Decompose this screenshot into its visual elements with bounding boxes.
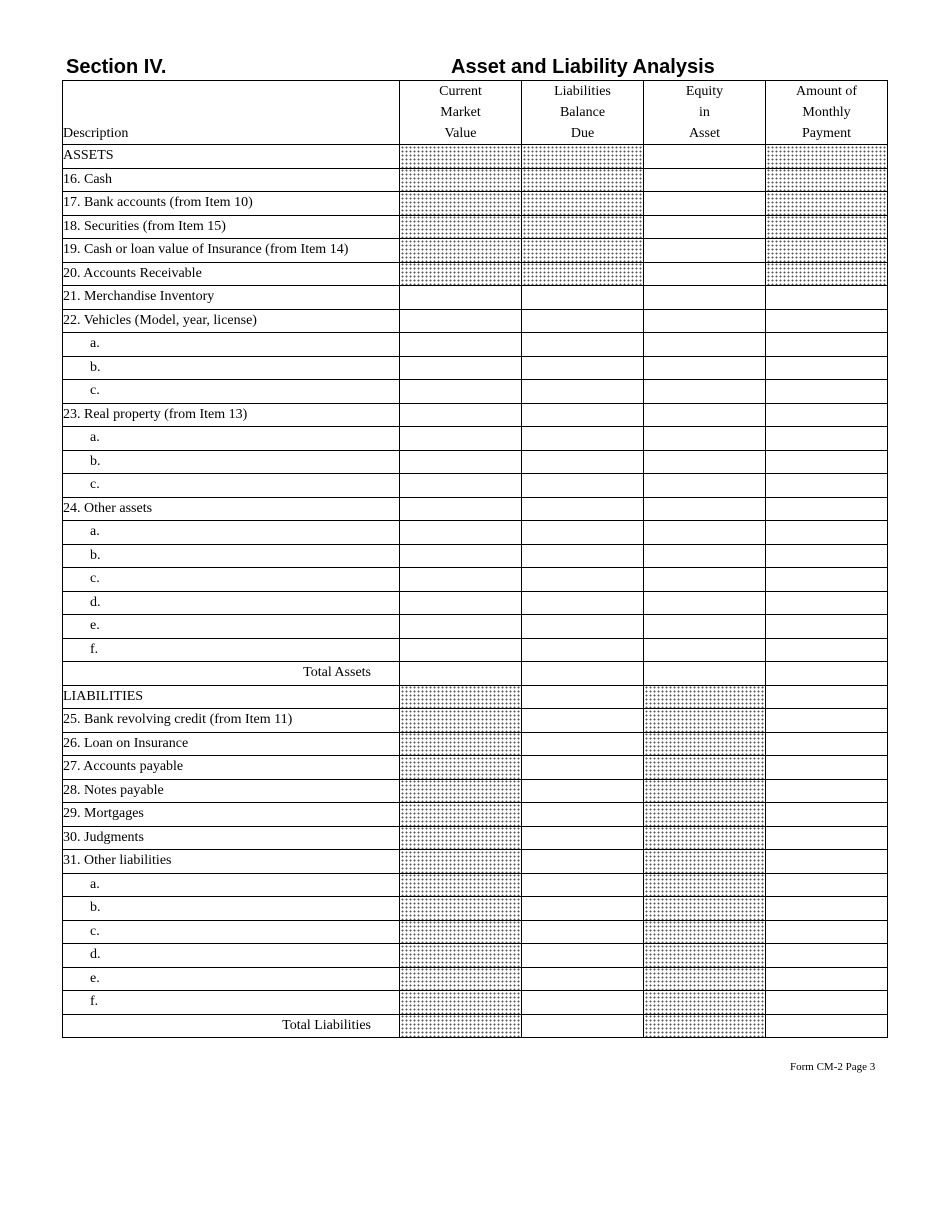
shaded-cell <box>400 779 522 803</box>
liabilities-balance-field[interactable] <box>522 826 644 850</box>
liabilities-balance-field[interactable] <box>522 568 644 592</box>
market-value-field[interactable] <box>400 356 522 380</box>
liabilities-balance-field[interactable] <box>522 709 644 733</box>
shaded-cell <box>400 944 522 968</box>
monthly-payment-field[interactable] <box>766 286 888 310</box>
liabilities-balance-field[interactable] <box>522 967 644 991</box>
shaded-cell <box>522 239 644 263</box>
shaded-cell <box>400 920 522 944</box>
monthly-payment-field[interactable] <box>766 967 888 991</box>
table-row <box>63 309 888 333</box>
row-label: 21. Merchandise Inventory <box>63 286 400 310</box>
table-row <box>63 615 888 639</box>
row-label: 25. Bank revolving credit (from Item 11) <box>63 709 400 733</box>
equity-field[interactable] <box>644 145 766 169</box>
equity-field[interactable] <box>644 215 766 239</box>
equity-field[interactable] <box>644 262 766 286</box>
equity-field[interactable] <box>644 380 766 404</box>
shaded-cell <box>400 991 522 1015</box>
table-row <box>63 380 888 404</box>
market-value-field[interactable] <box>400 568 522 592</box>
shaded-cell <box>400 192 522 216</box>
liabilities-balance-field[interactable] <box>522 333 644 357</box>
shaded-cell <box>644 991 766 1015</box>
row-label: b. <box>63 544 400 568</box>
monthly-payment-field[interactable] <box>766 803 888 827</box>
monthly-payment-field[interactable] <box>766 474 888 498</box>
shaded-cell <box>644 850 766 874</box>
shaded-cell <box>400 967 522 991</box>
shaded-cell <box>400 826 522 850</box>
row-label: ASSETS <box>63 145 400 169</box>
row-label: e. <box>63 615 400 639</box>
liabilities-balance-field[interactable] <box>522 591 644 615</box>
table-row <box>63 544 888 568</box>
row-label: c. <box>63 474 400 498</box>
shaded-cell <box>766 145 888 169</box>
equity-field[interactable] <box>644 192 766 216</box>
row-label: c. <box>63 920 400 944</box>
row-label: 22. Vehicles (Model, year, license) <box>63 309 400 333</box>
table-row <box>63 897 888 921</box>
equity-field[interactable] <box>644 239 766 263</box>
table-row <box>63 944 888 968</box>
shaded-cell <box>644 944 766 968</box>
monthly-payment-field[interactable] <box>766 380 888 404</box>
table-row <box>63 356 888 380</box>
monthly-payment-field[interactable] <box>766 544 888 568</box>
liabilities-balance-field[interactable] <box>522 615 644 639</box>
market-value-field[interactable] <box>400 615 522 639</box>
table-row <box>63 474 888 498</box>
row-label: f. <box>63 991 400 1015</box>
row-label: b. <box>63 356 400 380</box>
equity-field[interactable] <box>644 662 766 686</box>
shaded-cell <box>400 1014 522 1038</box>
row-label: 17. Bank accounts (from Item 10) <box>63 192 400 216</box>
equity-field[interactable] <box>644 615 766 639</box>
total-label: Total Assets <box>63 662 400 686</box>
liabilities-balance-field[interactable] <box>522 1014 644 1038</box>
shaded-cell <box>522 145 644 169</box>
liabilities-balance-field[interactable] <box>522 944 644 968</box>
column-header-liabilities-balance: Liabilities Balance Due <box>522 81 644 145</box>
table-row <box>63 732 888 756</box>
row-label: 18. Securities (from Item 15) <box>63 215 400 239</box>
shaded-cell <box>644 873 766 897</box>
shaded-cell <box>400 803 522 827</box>
table-row <box>63 920 888 944</box>
table-row <box>63 239 888 263</box>
equity-field[interactable] <box>644 450 766 474</box>
monthly-payment-field[interactable] <box>766 450 888 474</box>
table-row <box>63 403 888 427</box>
shaded-cell <box>644 756 766 780</box>
row-label: b. <box>63 897 400 921</box>
monthly-payment-field[interactable] <box>766 662 888 686</box>
shaded-cell <box>644 803 766 827</box>
table-row <box>63 662 888 686</box>
shaded-cell <box>400 239 522 263</box>
market-value-field[interactable] <box>400 474 522 498</box>
shaded-cell <box>644 826 766 850</box>
row-label: 31. Other liabilities <box>63 850 400 874</box>
shaded-cell <box>400 850 522 874</box>
row-label: a. <box>63 521 400 545</box>
table-row <box>63 450 888 474</box>
row-label: c. <box>63 380 400 404</box>
row-label: b. <box>63 450 400 474</box>
table-row <box>63 967 888 991</box>
row-label: d. <box>63 591 400 615</box>
monthly-payment-field[interactable] <box>766 521 888 545</box>
total-label: Total Liabilities <box>63 1014 400 1038</box>
shaded-cell <box>644 920 766 944</box>
equity-field[interactable] <box>644 168 766 192</box>
row-label: a. <box>63 333 400 357</box>
column-header-monthly-payment: Amount of Monthly Payment <box>766 81 888 145</box>
row-label: f. <box>63 638 400 662</box>
liabilities-balance-field[interactable] <box>522 286 644 310</box>
shaded-cell <box>644 709 766 733</box>
market-value-field[interactable] <box>400 544 522 568</box>
market-value-field[interactable] <box>400 286 522 310</box>
row-label: 29. Mortgages <box>63 803 400 827</box>
equity-field[interactable] <box>644 286 766 310</box>
market-value-field[interactable] <box>400 403 522 427</box>
monthly-payment-field[interactable] <box>766 427 888 451</box>
liabilities-balance-field[interactable] <box>522 427 644 451</box>
liabilities-balance-field[interactable] <box>522 685 644 709</box>
row-label: d. <box>63 944 400 968</box>
market-value-field[interactable] <box>400 380 522 404</box>
table-row <box>63 779 888 803</box>
row-label: a. <box>63 427 400 451</box>
shaded-cell <box>766 192 888 216</box>
table-row <box>63 262 888 286</box>
asset-liability-table <box>62 80 888 1038</box>
equity-field[interactable] <box>644 474 766 498</box>
market-value-field[interactable] <box>400 662 522 686</box>
table-row <box>63 568 888 592</box>
monthly-payment-field[interactable] <box>766 779 888 803</box>
liabilities-balance-field[interactable] <box>522 544 644 568</box>
table-row <box>63 333 888 357</box>
monthly-payment-field[interactable] <box>766 1014 888 1038</box>
liabilities-balance-field[interactable] <box>522 662 644 686</box>
table-row <box>63 215 888 239</box>
table-row <box>63 709 888 733</box>
monthly-payment-field[interactable] <box>766 403 888 427</box>
monthly-payment-field[interactable] <box>766 991 888 1015</box>
table-row <box>63 286 888 310</box>
row-label: c. <box>63 568 400 592</box>
table-row <box>63 803 888 827</box>
column-header-equity: Equity in Asset <box>644 81 766 145</box>
market-value-field[interactable] <box>400 450 522 474</box>
row-label: LIABILITIES <box>63 685 400 709</box>
monthly-payment-field[interactable] <box>766 333 888 357</box>
liabilities-balance-field[interactable] <box>522 991 644 1015</box>
shaded-cell <box>766 239 888 263</box>
column-header-description: Description <box>63 81 400 145</box>
equity-field[interactable] <box>644 521 766 545</box>
shaded-cell <box>522 215 644 239</box>
monthly-payment-field[interactable] <box>766 897 888 921</box>
market-value-field[interactable] <box>400 591 522 615</box>
row-label: 16. Cash <box>63 168 400 192</box>
liabilities-balance-field[interactable] <box>522 920 644 944</box>
table-row <box>63 638 888 662</box>
monthly-payment-field[interactable] <box>766 920 888 944</box>
table-row <box>63 826 888 850</box>
shaded-cell <box>400 756 522 780</box>
liabilities-balance-field[interactable] <box>522 873 644 897</box>
shaded-cell <box>766 262 888 286</box>
shaded-cell <box>400 685 522 709</box>
row-label: 24. Other assets <box>63 497 400 521</box>
table-row <box>63 685 888 709</box>
shaded-cell <box>400 873 522 897</box>
row-label: e. <box>63 967 400 991</box>
monthly-payment-field[interactable] <box>766 944 888 968</box>
shaded-cell <box>522 262 644 286</box>
liabilities-balance-field[interactable] <box>522 732 644 756</box>
liabilities-balance-field[interactable] <box>522 638 644 662</box>
equity-field[interactable] <box>644 403 766 427</box>
monthly-payment-field[interactable] <box>766 591 888 615</box>
table-row <box>63 145 888 169</box>
liabilities-balance-field[interactable] <box>522 474 644 498</box>
shaded-cell <box>522 168 644 192</box>
table-row <box>63 427 888 451</box>
shaded-cell <box>400 897 522 921</box>
liabilities-balance-field[interactable] <box>522 779 644 803</box>
row-label: 28. Notes payable <box>63 779 400 803</box>
shaded-cell <box>644 732 766 756</box>
table-row <box>63 521 888 545</box>
shaded-cell <box>644 685 766 709</box>
table-row <box>63 192 888 216</box>
monthly-payment-field[interactable] <box>766 709 888 733</box>
table-row <box>63 497 888 521</box>
equity-field[interactable] <box>644 356 766 380</box>
liabilities-balance-field[interactable] <box>522 521 644 545</box>
table-row <box>63 991 888 1015</box>
column-header-market-value: Current Market Value <box>400 81 522 145</box>
liabilities-balance-field[interactable] <box>522 756 644 780</box>
shaded-cell <box>766 215 888 239</box>
market-value-field[interactable] <box>400 333 522 357</box>
table-row <box>63 756 888 780</box>
shaded-cell <box>400 262 522 286</box>
monthly-payment-field[interactable] <box>766 732 888 756</box>
monthly-payment-field[interactable] <box>766 309 888 333</box>
equity-field[interactable] <box>644 568 766 592</box>
row-label: a. <box>63 873 400 897</box>
table-body <box>63 145 888 1038</box>
shaded-cell <box>400 709 522 733</box>
liabilities-balance-field[interactable] <box>522 309 644 333</box>
row-label: 30. Judgments <box>63 826 400 850</box>
liabilities-balance-field[interactable] <box>522 356 644 380</box>
table-row <box>63 850 888 874</box>
shaded-cell <box>400 145 522 169</box>
table-row <box>63 591 888 615</box>
monthly-payment-field[interactable] <box>766 497 888 521</box>
shaded-cell <box>400 215 522 239</box>
table-row <box>63 1014 888 1038</box>
market-value-field[interactable] <box>400 638 522 662</box>
row-label: 26. Loan on Insurance <box>63 732 400 756</box>
market-value-field[interactable] <box>400 521 522 545</box>
row-label: 23. Real property (from Item 13) <box>63 403 400 427</box>
monthly-payment-field[interactable] <box>766 685 888 709</box>
shaded-cell <box>400 168 522 192</box>
shaded-cell <box>766 168 888 192</box>
equity-field[interactable] <box>644 333 766 357</box>
liabilities-balance-field[interactable] <box>522 497 644 521</box>
row-label: 19. Cash or loan value of Insurance (from Item 14) <box>63 239 400 263</box>
liabilities-balance-field[interactable] <box>522 450 644 474</box>
shaded-cell <box>644 967 766 991</box>
equity-field[interactable] <box>644 591 766 615</box>
liabilities-balance-field[interactable] <box>522 803 644 827</box>
shaded-cell <box>644 897 766 921</box>
row-label: 20. Accounts Receivable <box>63 262 400 286</box>
page-title: Asset and Liability Analysis <box>451 56 715 78</box>
monthly-payment-field[interactable] <box>766 638 888 662</box>
liabilities-balance-field[interactable] <box>522 380 644 404</box>
monthly-payment-field[interactable] <box>766 850 888 874</box>
market-value-field[interactable] <box>400 309 522 333</box>
monthly-payment-field[interactable] <box>766 873 888 897</box>
liabilities-balance-field[interactable] <box>522 403 644 427</box>
table-row <box>63 873 888 897</box>
monthly-payment-field[interactable] <box>766 356 888 380</box>
monthly-payment-field[interactable] <box>766 615 888 639</box>
market-value-field[interactable] <box>400 497 522 521</box>
equity-field[interactable] <box>644 309 766 333</box>
monthly-payment-field[interactable] <box>766 826 888 850</box>
page-header <box>0 56 950 80</box>
section-label: Section IV. <box>66 56 167 78</box>
market-value-field[interactable] <box>400 427 522 451</box>
shaded-cell <box>522 192 644 216</box>
table-row <box>63 168 888 192</box>
equity-field[interactable] <box>644 638 766 662</box>
shaded-cell <box>644 1014 766 1038</box>
equity-field[interactable] <box>644 544 766 568</box>
liabilities-balance-field[interactable] <box>522 850 644 874</box>
row-label: 27. Accounts payable <box>63 756 400 780</box>
equity-field[interactable] <box>644 497 766 521</box>
monthly-payment-field[interactable] <box>766 568 888 592</box>
shaded-cell <box>400 732 522 756</box>
equity-field[interactable] <box>644 427 766 451</box>
form-footer: Form CM-2 Page 3 <box>790 1061 876 1073</box>
shaded-cell <box>644 779 766 803</box>
monthly-payment-field[interactable] <box>766 756 888 780</box>
header-row <box>63 81 888 145</box>
liabilities-balance-field[interactable] <box>522 897 644 921</box>
